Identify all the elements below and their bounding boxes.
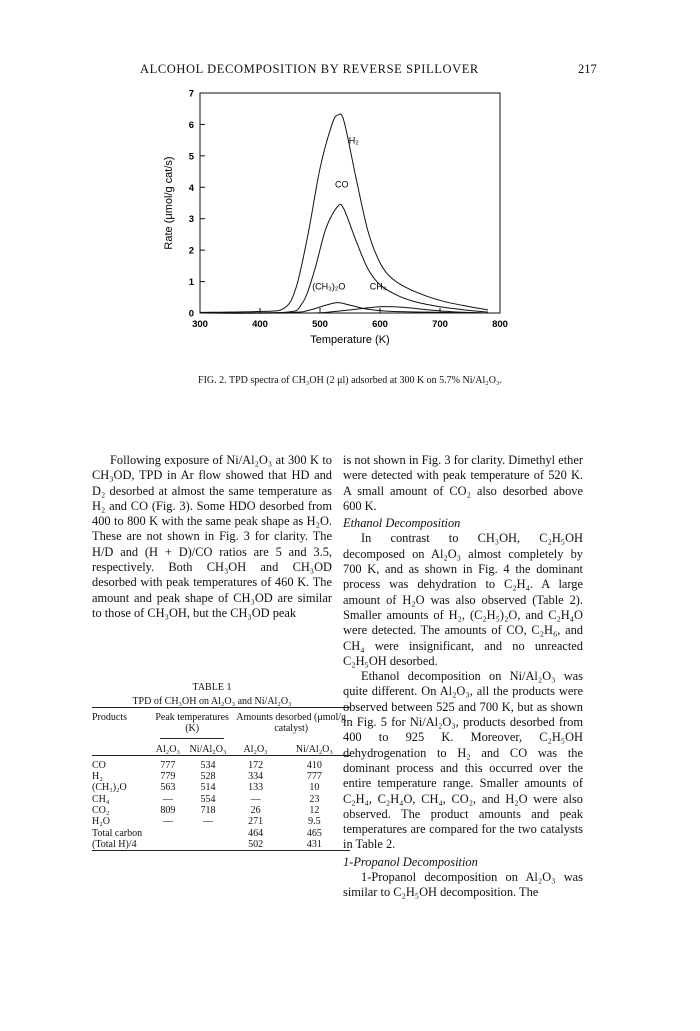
head-amounts: Amounts desorbed (μmol/g catalyst) bbox=[236, 712, 347, 735]
subhead-3: Al₂O₃ bbox=[243, 743, 268, 755]
cell-value: 9.5 bbox=[308, 816, 321, 828]
table-1 bbox=[92, 707, 350, 851]
table-row bbox=[92, 782, 350, 793]
table-row bbox=[92, 771, 350, 782]
cell-value: 334 bbox=[248, 771, 264, 783]
row-label: CO bbox=[92, 759, 106, 771]
table-row bbox=[92, 839, 350, 851]
row-label: (CH₃)₂O bbox=[92, 782, 127, 794]
x-tick-label: 600 bbox=[372, 319, 388, 330]
cell-value: 23 bbox=[309, 793, 320, 805]
cell-value: 26 bbox=[250, 805, 261, 817]
right-paragraph-1: is not shown in Fig. 3 for clarity. Dimethyl ether were detected with peak temperature of 520 K. A small amount of CO₂ also desorbed above 600 K. bbox=[343, 453, 583, 513]
cell-value: 718 bbox=[200, 805, 216, 817]
y-tick-label: 4 bbox=[188, 182, 194, 194]
x-axis-label: Temperature (K) bbox=[310, 334, 390, 346]
x-tick-label: 800 bbox=[492, 319, 508, 330]
section-heading-propanol: 1-Propanol Decomposition bbox=[343, 854, 478, 869]
cell-value: 502 bbox=[248, 838, 264, 850]
series-annotation-1: H₂ bbox=[348, 135, 359, 146]
y-tick-label: 2 bbox=[188, 245, 194, 257]
cell-value: 10 bbox=[309, 782, 320, 794]
cell-value: 431 bbox=[306, 838, 322, 850]
series-line-2 bbox=[200, 204, 488, 313]
cell-value: 514 bbox=[200, 782, 216, 794]
table-row bbox=[92, 805, 350, 816]
x-tick-label: 700 bbox=[432, 319, 448, 330]
y-tick-label: 3 bbox=[188, 214, 194, 226]
series-annotation-3: (CH₃)₂O bbox=[312, 281, 346, 292]
plot-frame bbox=[200, 93, 500, 313]
row-label: CO₂ bbox=[92, 805, 110, 817]
cell-value bbox=[184, 839, 233, 851]
running-title: ALCOHOL DECOMPOSITION BY REVERSE SPILLOVER bbox=[140, 62, 479, 76]
head-products: Products bbox=[92, 712, 127, 723]
row-label: Total carbon bbox=[92, 827, 143, 839]
x-tick-label: 500 bbox=[312, 319, 328, 330]
cell-value: 172 bbox=[248, 759, 264, 771]
subhead-1: Al₂O₃ bbox=[155, 743, 180, 755]
y-tick-label: 5 bbox=[188, 151, 194, 163]
section-heading-ethanol: Ethanol Decomposition bbox=[343, 516, 461, 531]
cell-value: 271 bbox=[248, 816, 264, 828]
table-row bbox=[92, 760, 350, 771]
row-label: CH₄ bbox=[92, 793, 110, 805]
head-peak: Peak temperatures (K) bbox=[155, 712, 229, 735]
page-number: 217 bbox=[578, 62, 597, 76]
series-annotation-4: CH₄ bbox=[369, 281, 387, 292]
x-tick-label: 300 bbox=[192, 319, 208, 330]
cell-value: 133 bbox=[248, 782, 264, 794]
cell-value: 12 bbox=[309, 805, 320, 817]
row-label: (Total H)/4 bbox=[92, 838, 137, 850]
table-row bbox=[92, 794, 350, 805]
x-tick-label: 400 bbox=[252, 319, 268, 330]
cell-value: — bbox=[250, 793, 261, 805]
cell-value: 809 bbox=[160, 805, 176, 817]
row-label: H₂O bbox=[92, 816, 110, 828]
cell-value: — bbox=[162, 793, 173, 805]
y-tick-label: 1 bbox=[188, 277, 194, 289]
left-paragraph-1: Following exposure of Ni/Al₂O₃ at 300 K to CH₃OD, TPD in Ar flow showed that HD and D₂ desorbed at almost the same temperature as H₂ and CO (Fig. 3). Some HDO desorbed from 400 to 800 K with the same peak shape as H₂O. These are not shown in Fig. 3 for clarity. The H/D and (H + D)/CO ratios are 5 and 3.5, respectively. Both CH₃OH and CH₃OD desorbed with peak temperatures of 460 K. The amount and peak shape of CH₃OD are similar to those of CH₃OH, but the CH₃OD peak bbox=[92, 453, 332, 620]
cell-value bbox=[152, 828, 184, 839]
cell-value bbox=[184, 828, 233, 839]
table-body bbox=[92, 760, 350, 851]
cell-value: 779 bbox=[160, 771, 176, 783]
cell-value: 465 bbox=[306, 827, 322, 839]
right-column bbox=[343, 453, 583, 901]
tpd-chart bbox=[140, 85, 560, 360]
cell-value: — bbox=[162, 816, 173, 828]
y-tick-label: 0 bbox=[188, 308, 194, 320]
table-label: TABLE 1 bbox=[192, 682, 232, 693]
row-label: H₂ bbox=[92, 771, 103, 783]
cell-value: — bbox=[203, 816, 214, 828]
cell-value: 563 bbox=[160, 782, 176, 794]
cell-value: 410 bbox=[306, 759, 322, 771]
left-column bbox=[92, 453, 332, 621]
table-row bbox=[92, 828, 350, 839]
cell-value bbox=[152, 839, 184, 851]
series-annotation-2: CO bbox=[335, 179, 349, 190]
table-title: TPD of CH₃OH on Al₂O₃ and Ni/Al₂O₃ bbox=[132, 696, 292, 707]
subhead-2: Ni/Al₂O₃ bbox=[189, 743, 227, 755]
cell-value: 534 bbox=[200, 759, 216, 771]
right-paragraph-4: 1-Propanol decomposition on Al₂O₃ was similar to C₂H₅OH decomposition. The bbox=[343, 870, 583, 900]
y-tick-label: 7 bbox=[188, 88, 194, 100]
right-paragraph-2: In contrast to CH₃OH, C₂H₅OH decomposed on Al₂O₃ almost completely by 700 K, and as shown in Fig. 4 the dominant process was dehydration to C₂H₄. A large amount of H₂O was also observed (Table 2). Smaller amounts of H₂, (C₂H₅)₂O, and C₂H₄O were detected. The amounts of CO, C₂H₆, and CH₄ were insignificant, and no unreacted C₂H₅OH desorbed. bbox=[343, 531, 583, 668]
cell-value: 777 bbox=[306, 771, 322, 783]
table-row bbox=[92, 816, 350, 827]
cell-value: 777 bbox=[160, 759, 176, 771]
subhead-4: Ni/Al₂O₃ bbox=[295, 743, 333, 755]
cell-value: 554 bbox=[200, 793, 216, 805]
y-axis-label: Rate (μmol/g cat/s) bbox=[163, 156, 175, 250]
cell-value: 528 bbox=[200, 771, 216, 783]
figure-caption: FIG. 2. TPD spectra of CH₃OH (2 μl) adsorbed at 300 K on 5.7% Ni/Al₂O₃. bbox=[198, 375, 502, 386]
y-tick-label: 6 bbox=[188, 119, 194, 131]
right-paragraph-3: Ethanol decomposition on Ni/Al₂O₃ was quite different. On Al₂O₃, all the products were observed between 525 and 700 K, but as shown in Fig. 5 for Ni/Al₂O₃, products desorbed from 400 to 925 K. Moreover, C₂H₅OH dehydrogenation to H₂ and CO was the dominant process and this occurred over the entire temperature range. Smaller amounts of C₂H₄, C₂H₄O, CH₄, CO₂, and H₂O were also observed. The product amounts and peak temperatures are compared for the two catalysts in Table 2. bbox=[343, 669, 583, 852]
cell-value: 464 bbox=[248, 827, 264, 839]
